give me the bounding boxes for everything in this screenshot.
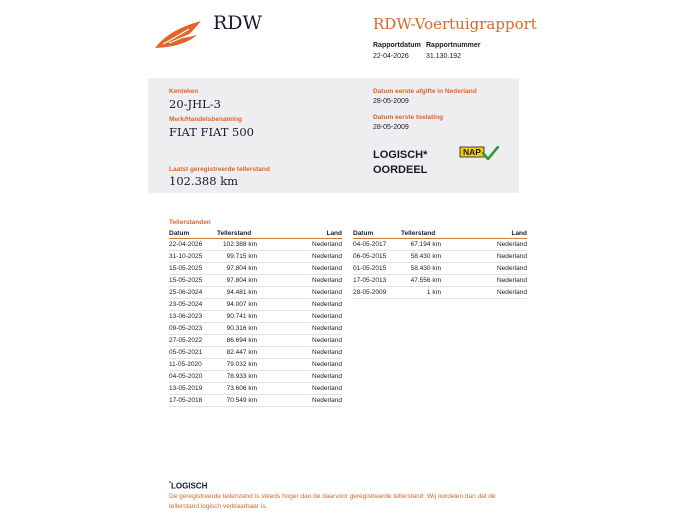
reading-value: 102.388 km bbox=[217, 239, 257, 251]
reading-value: 90.741 km bbox=[217, 311, 257, 323]
reading-country: Nederland bbox=[257, 395, 342, 407]
reading-value: 79.032 km bbox=[217, 359, 257, 371]
reading-date: 01-05-2015 bbox=[353, 263, 401, 275]
col-reading: Tellerstand bbox=[401, 229, 441, 239]
reading-value: 70.549 km bbox=[217, 395, 257, 407]
reading-country: Nederland bbox=[257, 275, 342, 287]
table-header-row bbox=[169, 229, 342, 239]
report-date-label: Rapportdatum bbox=[373, 42, 421, 49]
reading-date: 28-05-2009 bbox=[353, 287, 401, 299]
readings-table-right bbox=[353, 229, 527, 299]
reading-date: 22-04-2026 bbox=[169, 239, 217, 251]
table-row bbox=[169, 263, 342, 275]
reading-country: Nederland bbox=[257, 359, 342, 371]
table-row bbox=[169, 359, 342, 371]
reading-date: 27-05-2022 bbox=[169, 335, 217, 347]
col-reading: Tellerstand bbox=[217, 229, 257, 239]
col-country: Land bbox=[441, 229, 527, 239]
table-row bbox=[169, 275, 342, 287]
reading-date: 15-05-2025 bbox=[169, 263, 217, 275]
reading-value: 82.447 km bbox=[217, 347, 257, 359]
plate-label: Kenteken bbox=[169, 88, 199, 95]
nap-logo bbox=[459, 146, 499, 162]
report-date: 22-04-2026 bbox=[373, 53, 409, 60]
reading-country: Nederland bbox=[257, 251, 342, 263]
table-row bbox=[169, 395, 342, 407]
odometer-value: 102.388 km bbox=[169, 174, 239, 188]
reading-country: Nederland bbox=[441, 287, 527, 299]
first-nl-label: Datum eerste afgifte in Nederland bbox=[373, 88, 477, 95]
odometer-label: Laatst geregistreerde tellerstand bbox=[169, 166, 270, 173]
verdict-line-2: OORDEEL bbox=[373, 164, 428, 176]
reading-date: 15-05-2025 bbox=[169, 275, 217, 287]
rdw-logo bbox=[153, 20, 205, 50]
table-header-row bbox=[353, 229, 527, 239]
make-label: Merk/Handelsbenaming bbox=[169, 116, 242, 123]
reading-country: Nederland bbox=[257, 311, 342, 323]
reading-value: 86.694 km bbox=[217, 335, 257, 347]
footnote-title bbox=[169, 481, 207, 491]
reading-date: 17-05-2018 bbox=[169, 395, 217, 407]
reading-value: 97.804 km bbox=[217, 275, 257, 287]
table-row bbox=[169, 371, 342, 383]
table-row bbox=[353, 275, 527, 287]
readings-title: Tellerstanden bbox=[169, 219, 211, 226]
reading-date: 25-06-2024 bbox=[169, 287, 217, 299]
col-date: Datum bbox=[353, 229, 401, 239]
brand-name: RDW bbox=[213, 12, 263, 34]
reading-country: Nederland bbox=[257, 383, 342, 395]
report-number: 31.130.192 bbox=[426, 53, 462, 60]
readings-table-left bbox=[169, 229, 342, 407]
footnote-title-text: LOGISCH bbox=[170, 481, 208, 491]
reading-country: Nederland bbox=[257, 263, 342, 275]
reading-value: 94.481 km bbox=[217, 287, 257, 299]
nap-logo-text: NAP bbox=[463, 147, 481, 157]
reading-date: 06-05-2015 bbox=[353, 251, 401, 263]
reading-value: 58.430 km bbox=[401, 263, 441, 275]
table-row bbox=[169, 383, 342, 395]
reading-value: 78.933 km bbox=[217, 371, 257, 383]
reading-country: Nederland bbox=[257, 239, 342, 251]
reading-value: 99.715 km bbox=[217, 251, 257, 263]
table-row bbox=[353, 239, 527, 251]
verdict-line-1: LOGISCH* bbox=[373, 149, 428, 161]
table-row bbox=[169, 335, 342, 347]
reading-country: Nederland bbox=[257, 287, 342, 299]
reading-country: Nederland bbox=[257, 323, 342, 335]
reading-country: Nederland bbox=[257, 347, 342, 359]
reading-country: Nederland bbox=[257, 335, 342, 347]
reading-country: Nederland bbox=[441, 239, 527, 251]
check-icon bbox=[483, 147, 498, 159]
reading-date: 17-05-2013 bbox=[353, 275, 401, 287]
reading-country: Nederland bbox=[441, 251, 527, 263]
table-row bbox=[169, 251, 342, 263]
reading-date: 04-05-2020 bbox=[169, 371, 217, 383]
reading-value: 90.316 km bbox=[217, 323, 257, 335]
table-row bbox=[169, 311, 342, 323]
col-country: Land bbox=[257, 229, 342, 239]
reading-country: Nederland bbox=[441, 263, 527, 275]
table-row bbox=[169, 239, 342, 251]
reading-date: 13-06-2023 bbox=[169, 311, 217, 323]
reading-date: 05-05-2021 bbox=[169, 347, 217, 359]
first-nl-value: 28-05-2009 bbox=[373, 98, 409, 105]
table-row bbox=[169, 323, 342, 335]
col-date: Datum bbox=[169, 229, 217, 239]
reading-date: 13-05-2019 bbox=[169, 383, 217, 395]
plate-value: 20-JHL-3 bbox=[169, 97, 221, 111]
table-row bbox=[353, 287, 527, 299]
reading-country: Nederland bbox=[441, 275, 527, 287]
reading-country: Nederland bbox=[257, 299, 342, 311]
reading-value: 47.556 km bbox=[401, 275, 441, 287]
footnote-marker: * bbox=[169, 481, 171, 487]
table-row bbox=[353, 263, 527, 275]
reading-value: 97.804 km bbox=[217, 263, 257, 275]
reading-date: 04-05-2017 bbox=[353, 239, 401, 251]
reading-value: 73.606 km bbox=[217, 383, 257, 395]
reading-value: 94.007 km bbox=[217, 299, 257, 311]
reading-date: 23-05-2024 bbox=[169, 299, 217, 311]
reading-date: 31-10-2025 bbox=[169, 251, 217, 263]
table-row bbox=[353, 251, 527, 263]
table-row bbox=[169, 287, 342, 299]
report-number-label: Rapportnummer bbox=[426, 42, 481, 49]
reading-value: 67.194 km bbox=[401, 239, 441, 251]
reading-value: 58.430 km bbox=[401, 251, 441, 263]
make-value: FIAT FIAT 500 bbox=[169, 125, 254, 139]
table-row bbox=[169, 299, 342, 311]
verdict bbox=[373, 148, 427, 178]
reading-date: 09-05-2023 bbox=[169, 323, 217, 335]
reading-date: 11-05-2020 bbox=[169, 359, 217, 371]
footnote-text: De geregistreerde tellerstand is steeds hoger dan de daarvoor geregistreerde tellerstand. Wij oordelen dan dat de tellerstand logisch verklaarbaar is. bbox=[169, 493, 496, 510]
first-admission-value: 28-05-2009 bbox=[373, 124, 409, 131]
reading-value: 1 km bbox=[401, 287, 441, 299]
first-admission-label: Datum eerste toelating bbox=[373, 114, 444, 121]
reading-country: Nederland bbox=[257, 371, 342, 383]
report-title: RDW-Voertuigrapport bbox=[373, 15, 537, 33]
table-row bbox=[169, 347, 342, 359]
